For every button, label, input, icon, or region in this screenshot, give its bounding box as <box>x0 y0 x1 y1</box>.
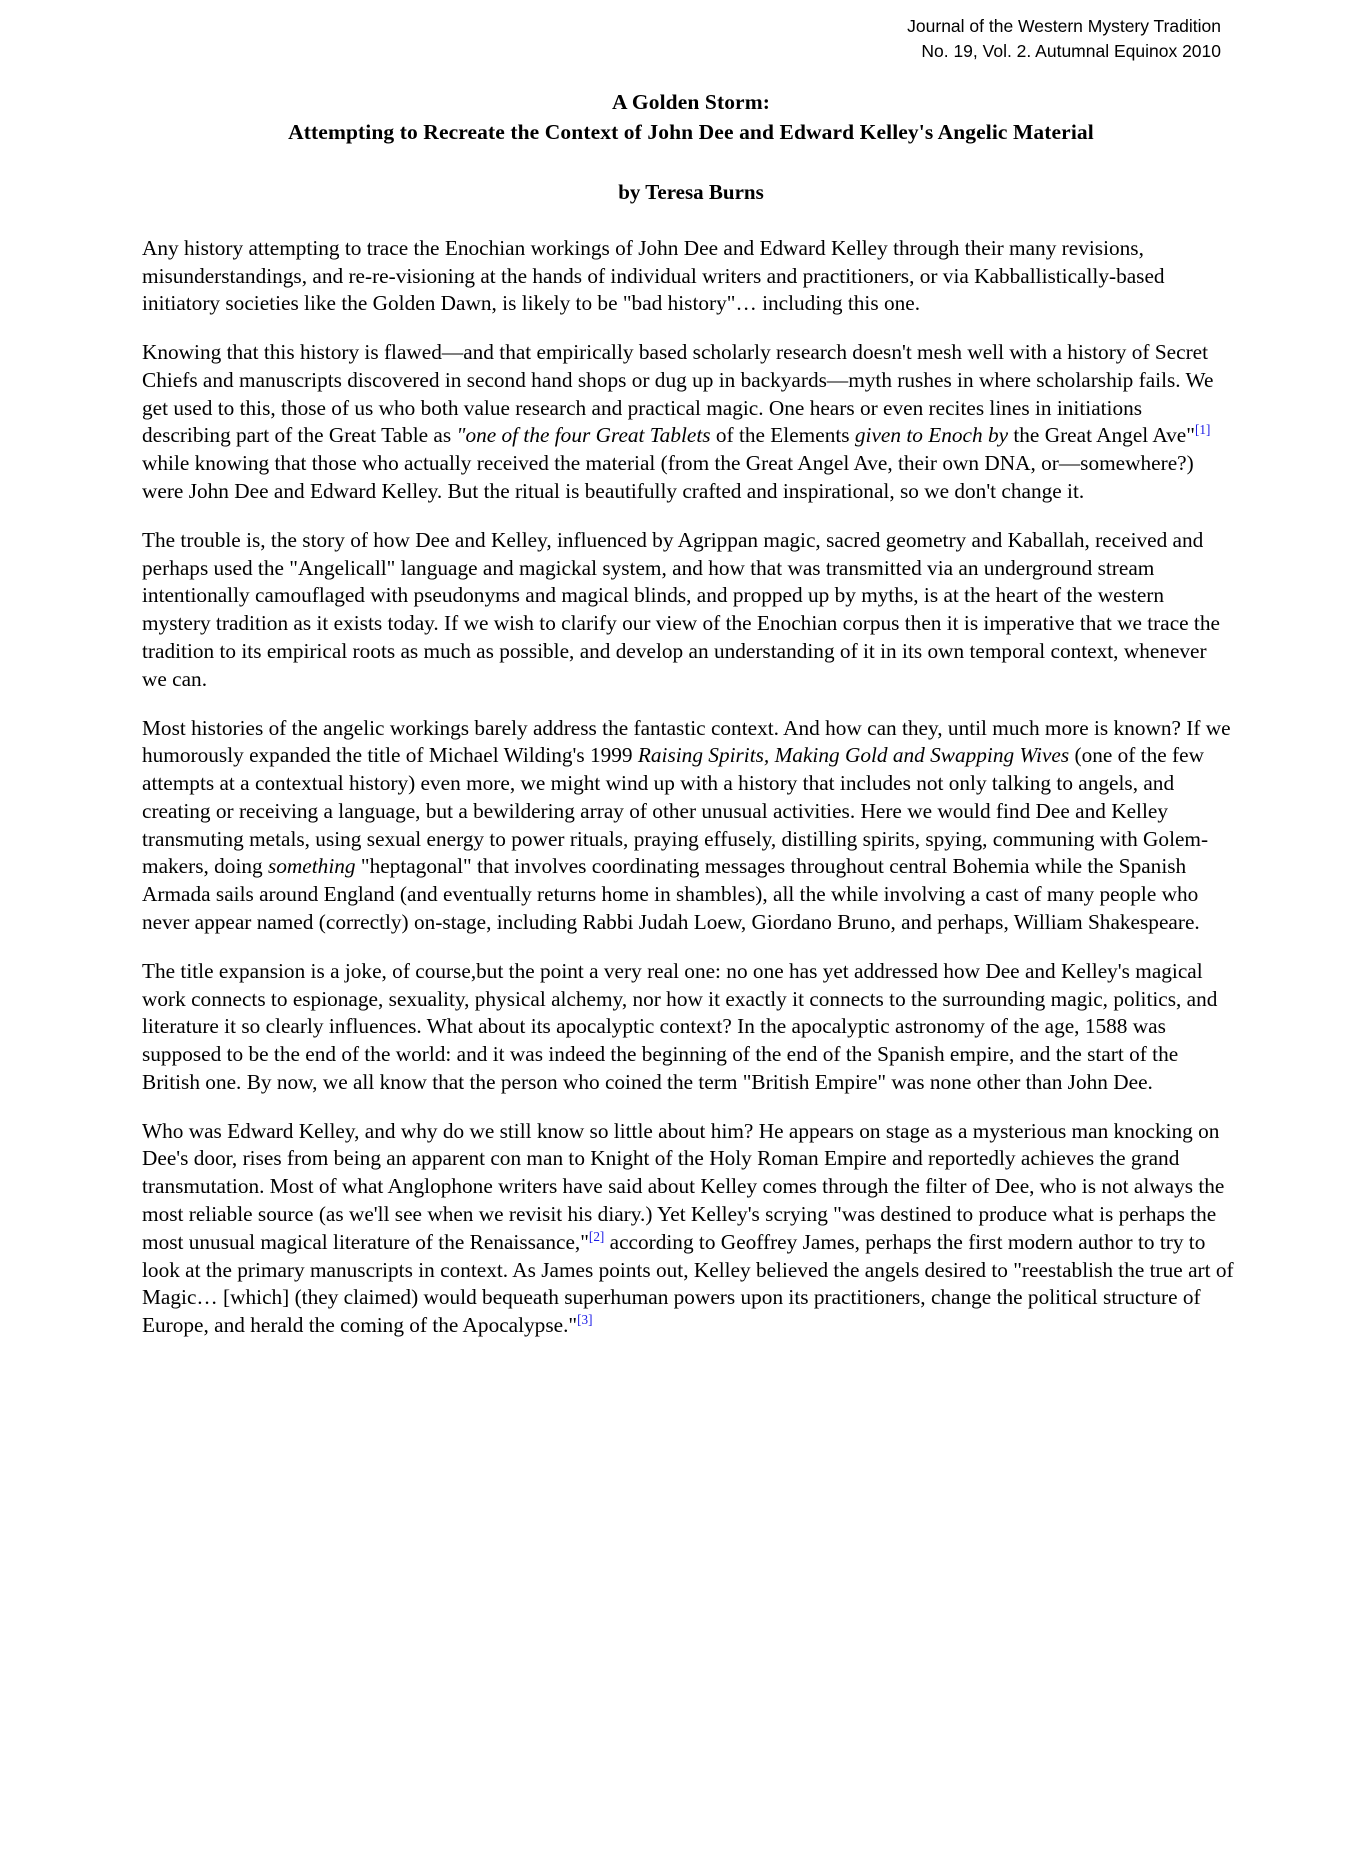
paragraph-2 <box>142 339 1240 506</box>
paragraph-4-part-b: (one of the few attempts at a contextual history) even more, we might wind up with a history that includes not only talking to angels, and creating or receiving a language, but a bewildering array of other unusual activities. Here we would find Dee and Kelley transmuting metals, using sexual energy to power rituals, praying effusely, distilling spirits, spying, communing with Golem-makers, doing <box>142 743 1209 879</box>
paragraph-2-italic-1: "one of the four Great Tablets <box>456 423 711 448</box>
article-title-block <box>142 87 1240 148</box>
paragraph-5: The title expansion is a joke, of course,but the point a very real one: no one has yet addressed how Dee and Kelley's magical work connects to espionage, sexuality, physical alchemy, nor how it exactly it connects to the surrounding magic, politics, and literature it so clearly influences. What about its apocalyptic context? In the apocalyptic astronomy of the age, 1588 was supposed to be the end of the world: and it was indeed the beginning of the end of the Spanish empire, and the start of the British one. By now, we all know that the person who coined the term "British Empire" was none other than John Dee. <box>142 958 1218 1094</box>
article-title-line-2: Attempting to Recreate the Context of John Dee and Edward Kelley's Angelic Material <box>288 120 1094 145</box>
paragraph-4-part-c: "heptagonal" that involves coordinating messages throughout central Bohemia while the Spanish Armada sails around England (and eventually returns home in shambles), all the while involving a cast of many people who never appear named (correctly) on-stage, including Rabbi Judah Loew, Giordano Bruno, and perhaps, William Shakespeare. <box>142 854 1200 934</box>
paragraph-4-italic-2: something <box>267 854 356 879</box>
paragraph-6-part-a: Who was Edward Kelley, and why do we still know so little about him? He appears on stage as a mysterious man knocking on Dee's door, rises from being an apparent con man to Knight of the Holy Roman Empire and reportedly achieves the grand transmutation. Most of what Anglophone writers have said about Kelley comes through the filter of Dee, who is not always the most reliable source (as we'll see when we revisit his diary.) Yet Kelley's scrying "was destined to produce what is perhaps the most unusual magical literature of the Renaissance," <box>142 1118 1225 1254</box>
paragraph-6-part-b: according to Geoffrey James, perhaps the first modern author to try to look at the primary manuscripts in context. As James points out, Kelley believed the angels desired to "reestablish the true art of Magic… [which] (they claimed) would bequeath superhuman powers upon its practitioners, change the political structure of Europe, and herald the coming of the Apocalypse." <box>142 1229 1234 1338</box>
paragraph-3: The trouble is, the story of how Dee and Kelley, influenced by Agrippan magic, sacred geometry and Kaballah, received and perhaps used the "Angelicall" language and magickal system, and how that was transmitted via an underground stream intentionally camouflaged with pseudonyms and magical blinds, and propped up by myths, is at the heart of the western mystery tradition as it exists today. If we wish to clarify our view of the Enochian corpus then it is imperative that we trace the tradition to its empirical roots as much as possible, and develop an understanding of it in its own temporal context, whenever we can. <box>142 527 1220 691</box>
article-title-line-1: A Golden Storm: <box>612 89 770 114</box>
paragraph-2-part-d: while knowing that those who actually received the material (from the Great Angel Ave, their own DNA, or—somewhere?) were John Dee and Edward Kelley. But the ritual is beautifully crafted and inspirational, so we don't change it. <box>142 451 1194 504</box>
paragraph-2-italic-2: given to Enoch by <box>854 423 1009 448</box>
paragraph-2-part-a: Knowing that this history is flawed—and that empirically based scholarly research doesn't mesh well with a history of Secret Chiefs and manuscripts discovered in second hand shops or dug up in backyards—myth rushes in where scholarship fails. We get used to this, those of us who both value research and practical magic. One hears or even recites lines in initiations describing part of the Great Table as <box>142 340 1214 448</box>
paragraph-1: Any history attempting to trace the Enochian workings of John Dee and Edward Kelley through their many revisions, misunderstandings, and re-re-visioning at the hands of individual writers and practitioners, or via Kabballistically-based initiatory societies like the Golden Dawn, is likely to be "bad history"… including this one. <box>142 235 1165 316</box>
paragraph-4-part-a: Most histories of the angelic workings barely address the fantastic context. And how can they, until much more is known? If we humorously expanded the title of Michael Wilding's 1999 <box>142 715 1231 768</box>
article-body <box>142 235 1240 1340</box>
journal-header <box>142 14 1240 65</box>
article-byline: by Teresa Burns <box>618 179 764 204</box>
paragraph-2-part-c: the Great Angel Ave" <box>1008 423 1195 448</box>
footnote-link-2[interactable]: [2] <box>588 1228 605 1244</box>
paragraph-4 <box>142 715 1240 937</box>
footnote-link-3[interactable]: [3] <box>577 1312 593 1328</box>
paragraph-2-part-b: of the Elements <box>710 423 855 448</box>
paragraph-4-italic-1: Raising Spirits, Making Gold and Swapping Wives <box>637 743 1070 768</box>
paragraph-6 <box>142 1118 1240 1340</box>
journal-name: Journal of the Western Mystery Tradition <box>907 16 1221 36</box>
footnote-link-1[interactable]: [1] <box>1194 422 1211 438</box>
journal-issue-line: No. 19, Vol. 2. Autumnal Equinox 2010 <box>921 41 1221 62</box>
